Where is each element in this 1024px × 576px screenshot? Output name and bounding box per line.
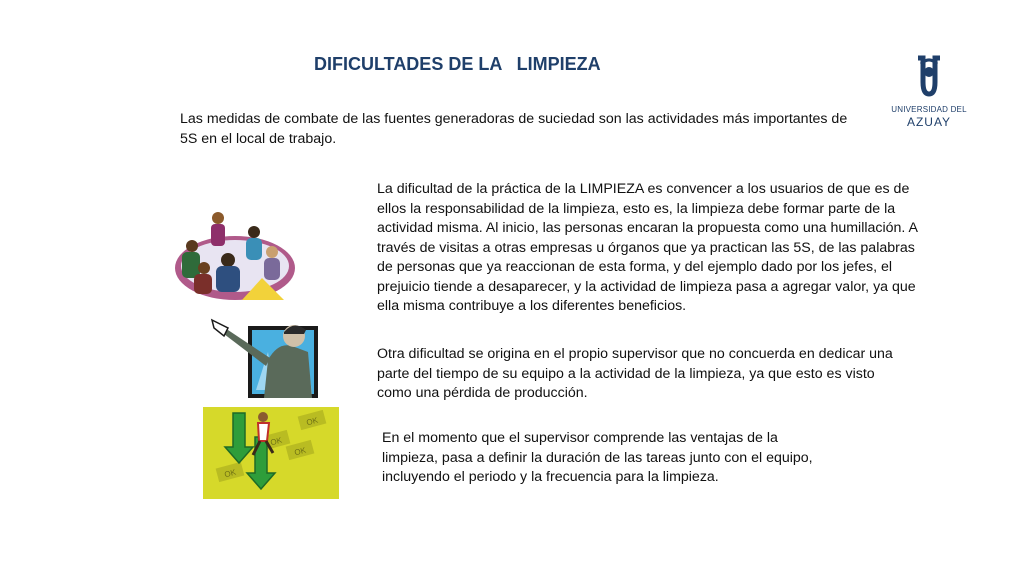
steps-clipart bbox=[203, 407, 339, 499]
pointing-man-illustration bbox=[208, 312, 320, 400]
step-tile-label-4: OK bbox=[223, 467, 237, 480]
pointing-man-clipart bbox=[208, 312, 320, 400]
logo-emblem-dot bbox=[924, 67, 934, 77]
logo-line1: UNIVERSIDAD DEL bbox=[891, 105, 967, 114]
university-logo bbox=[885, 50, 973, 134]
person-head-1 bbox=[212, 212, 224, 224]
person-head-4 bbox=[266, 246, 278, 258]
slide-title: DIFICULTADES DE LA LIMPIEZA bbox=[314, 54, 601, 74]
pointing-hand bbox=[212, 320, 228, 336]
step-tile-label-3: OK bbox=[269, 435, 283, 448]
person-body-5 bbox=[216, 266, 240, 292]
person-body-6 bbox=[194, 274, 212, 294]
meeting-clipart bbox=[172, 208, 298, 304]
logo-emblem-arc bbox=[921, 60, 937, 64]
meeting-illustration bbox=[172, 208, 298, 304]
paragraph-difficulty-supervisor: Otra dificultad se origina en el propio supervisor que no concuerda en dedicar una parte del tiempo de su equipo a la actividad de la limpieza, ya que esto es visto como una pérdida de producción. bbox=[377, 346, 893, 401]
paragraph-difficulty-users: La dificultad de la práctica de la LIMPIEZA es convencer a los usuarios de que es de ellos la responsabilidad de la limpieza, esto es, la limpieza debe formar parte de la actividad misma. Al inicio, las personas encaran la propuesta como una humillación. A través de visitas a otras empresas u órganos que ya practican las 5S, de las palabras de personas que ya reaccionan de esta forma, y del ejemplo dado por los jefes, el prejuicio tiende a desaparecer, y la actividad de limpieza pasa a agregar valor, ya que ella misma contribuye a los diferentes beneficios. bbox=[377, 181, 918, 314]
person-body-3 bbox=[246, 238, 262, 260]
intro-paragraph: Las medidas de combate de las fuentes generadoras de suciedad son las actividades más importantes de 5S en el local de trabajo. bbox=[180, 111, 848, 147]
steps-illustration bbox=[203, 407, 339, 499]
person-body-1 bbox=[211, 224, 225, 246]
logo-line2: AZUAY bbox=[906, 115, 952, 129]
person-body-2 bbox=[182, 252, 200, 278]
runner-head bbox=[258, 412, 268, 422]
university-logo-graphic bbox=[885, 50, 973, 134]
runner-body bbox=[258, 423, 269, 441]
person-head-3 bbox=[248, 226, 260, 238]
person-head-6 bbox=[198, 262, 210, 274]
paragraph-supervisor-benefits: En el momento que el supervisor comprende las ventajas de la limpieza, pasa a definir la duración de las tareas junto con el equipo, incluyendo el periodo y la frecuencia para la limpieza. bbox=[382, 430, 813, 485]
person-head-5 bbox=[221, 253, 235, 267]
step-tile-label-1: OK bbox=[305, 415, 319, 428]
step-tile-label-2: OK bbox=[293, 445, 307, 458]
person-head-2 bbox=[186, 240, 198, 252]
person-body-4 bbox=[264, 258, 280, 280]
